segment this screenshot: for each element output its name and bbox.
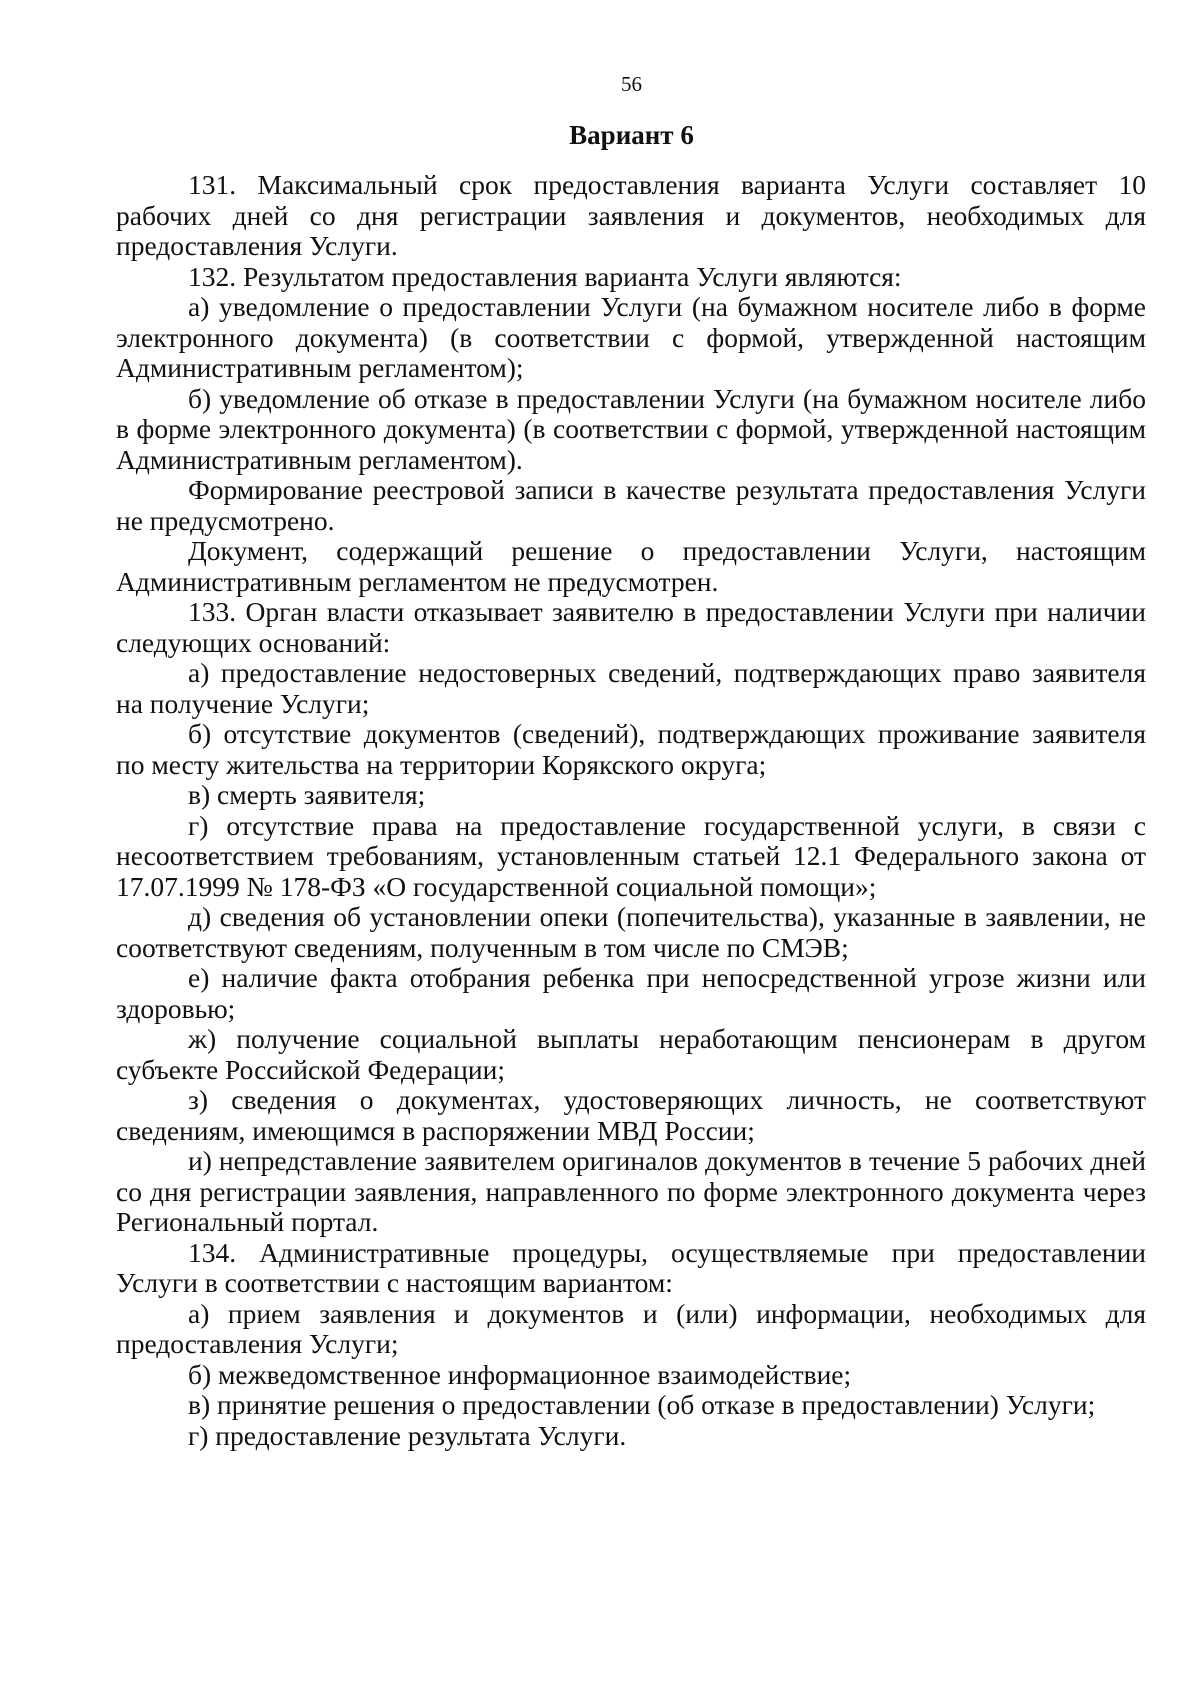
body-text (116, 170, 1146, 1451)
page-number: 56 (621, 72, 642, 96)
list-item-134-g: г) предоставление результата Услуги. (188, 1419, 627, 1451)
list-item-132-b: б) уведомление об отказе в предоставлении Услуги (на бумажном носителе либо в форме электронного документа) (в соответствии с формой, утвержденной настоящим Административным регламентом). (116, 382, 1146, 475)
list-item-133-g: г) отсутствие права на предоставление государственной услуги, в связи с несоответствием требованиям, установленным статьей 12.1 Федерального закона от 17.07.1999 № 178-ФЗ «О государственной социальной помощи»; (116, 809, 1146, 902)
list-item-133-i: и) непредставление заявителем оригиналов документов в течение 5 рабочих дней со дня регистрации заявления, направленного по форме электронного документа через Региональный портал. (116, 1145, 1146, 1237)
list-item-133-d: д) сведения об установлении опеки (попечительства), указанные в заявлении, не соответствуют сведениям, полученным в том числе по СМЭВ; (116, 901, 1146, 963)
list-item-133-z: з) сведения о документах, удостоверяющих личность, не соответствуют сведениям, имеющимся в распоряжении МВД России; (116, 1084, 1146, 1146)
list-item-134-b: б) межведомственное информационное взаимодействие; (188, 1358, 852, 1390)
list-item-134-a: а) прием заявления и документов и (или) информации, необходимых для предоставления Услуги; (116, 1297, 1146, 1359)
paragraph-decision-document: Документ, содержащий решение о предоставлении Услуги, настоящим Административным регламентом не предусмотрен. (116, 535, 1146, 597)
list-item-133-b: б) отсутствие документов (сведений), подтверждающих проживание заявителя по месту жительства на территории Корякского округа; (116, 718, 1146, 780)
paragraph-registry-record: Формирование реестровой записи в качестве результата предоставления Услуги не предусмотрено. (116, 474, 1146, 536)
list-item-134-v: в) принятие решения о предоставлении (об отказе в предоставлении) Услуги; (188, 1389, 1096, 1420)
paragraph-131: 131. Максимальный срок предоставления варианта Услуги составляет 10 рабочих дней со дня регистрации заявления и документов, необходимых для предоставления Услуги. (116, 169, 1146, 261)
paragraph-133: 133. Орган власти отказывает заявителю в предоставлении Услуги при наличии следующих оснований: (116, 596, 1146, 658)
list-item-132-a: а) уведомление о предоставлении Услуги (на бумажном носителе либо в форме электронного документа) (в соответствии с формой, утвержденной настоящим Административным регламентом); (116, 291, 1146, 383)
section-heading: Вариант 6 (569, 120, 694, 150)
paragraph-132: 132. Результатом предоставления варианта Услуги являются: (188, 260, 902, 292)
list-item-133-e: е) наличие факта отобрания ребенка при непосредственной угрозе жизни или здоровью; (116, 962, 1146, 1024)
list-item-133-zh: ж) получение социальной выплаты неработающим пенсионерам в другом субъекте Российской Федерации; (116, 1023, 1146, 1085)
list-item-133-a: а) предоставление недостоверных сведений, подтверждающих право заявителя на получение Услуги; (116, 657, 1146, 719)
list-item-133-v: в) смерть заявителя; (188, 779, 426, 810)
paragraph-134: 134. Административные процедуры, осуществляемые при предоставлении Услуги в соответствии с настоящим вариантом: (116, 1236, 1146, 1298)
